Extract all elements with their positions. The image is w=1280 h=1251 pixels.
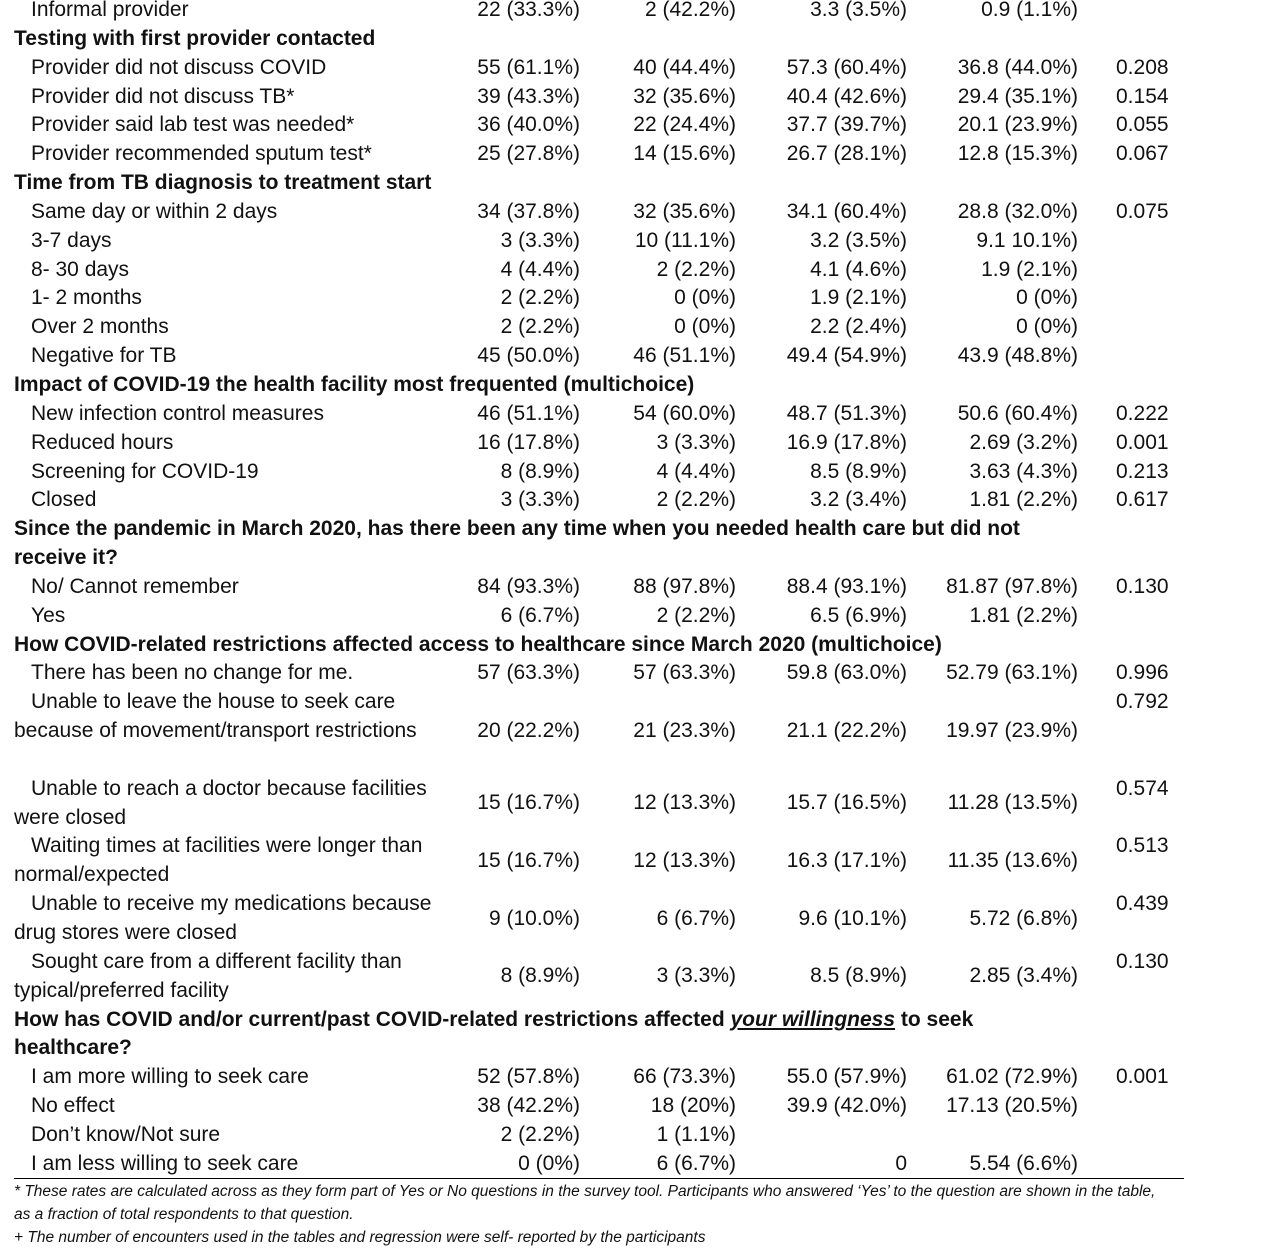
row-label: Provider did not discuss TB* <box>31 84 295 108</box>
cell: 18 (20%) <box>650 1094 736 1118</box>
table-row <box>0 83 1280 112</box>
section-heading <box>0 25 1280 54</box>
cell: 37.7 (39.7%) <box>786 113 907 137</box>
cell: 2.85 (3.4%) <box>969 964 1078 988</box>
table-row <box>0 1121 1280 1150</box>
table-row <box>0 573 1280 602</box>
section-heading <box>0 1006 1280 1064</box>
section-heading-label <box>14 1006 1024 1064</box>
cell: 2 (2.2%) <box>500 1122 580 1146</box>
cell: 29.4 (35.1%) <box>957 84 1078 108</box>
cell: 46 (51.1%) <box>633 344 736 368</box>
section-heading <box>0 515 1280 573</box>
section-heading-label: Testing with first provider contacted <box>14 26 376 50</box>
cell: 9.1 10.1%) <box>976 228 1078 252</box>
cell: 6 (6.7%) <box>656 1151 736 1175</box>
section-heading <box>0 169 1280 198</box>
cell: 2.2 (2.4%) <box>810 315 907 339</box>
cell: 59.8 (63.0%) <box>786 661 907 685</box>
cell: 3.63 (4.3%) <box>969 459 1078 483</box>
cell: 16 (17.8%) <box>477 430 580 454</box>
cell: 1.9 (2.1%) <box>981 257 1078 281</box>
table-row <box>0 0 1280 25</box>
cell: 32 (35.6%) <box>633 84 736 108</box>
cell: 21 (23.3%) <box>633 719 736 743</box>
row-label: Provider did not discuss COVID <box>31 55 327 79</box>
cell: 34 (37.8%) <box>477 199 580 223</box>
cell: 26.7 (28.1%) <box>786 142 907 166</box>
footnote: * These rates are calculated across as they form part of Yes or No questions in the survey tool. Participants who answered ‘Yes’ to the question are shown in the table, as a fraction of total respondents to that question. <box>14 1183 1156 1223</box>
table-row <box>0 198 1280 227</box>
cell: 54 (60.0%) <box>633 401 736 425</box>
p-value: 0.208 <box>1116 55 1169 79</box>
heading-emphasis: your willingness <box>730 1007 896 1031</box>
heading-part: How has COVID and/or current/past COVID-related restrictions affected <box>14 1007 731 1031</box>
row-label: Unable to receive my medications because drug stores were closed <box>14 892 432 945</box>
cell: 55.0 (57.9%) <box>786 1065 907 1089</box>
section-heading <box>0 631 1280 660</box>
table-row <box>0 832 1280 890</box>
cell: 36.8 (44.0%) <box>957 55 1078 79</box>
cell: 66 (73.3%) <box>633 1065 736 1089</box>
table-row <box>0 284 1280 313</box>
cell: 34.1 (60.4%) <box>786 199 907 223</box>
cell: 57.3 (60.4%) <box>786 55 907 79</box>
cell: 16.3 (17.1%) <box>786 848 907 872</box>
cell: 1.81 (2.2%) <box>969 603 1078 627</box>
row-label: 8- 30 days <box>31 257 130 281</box>
cell: 2 (2.2%) <box>656 257 736 281</box>
cell: 10 (11.1%) <box>634 228 736 252</box>
cell: 57 (63.3%) <box>633 661 736 685</box>
cell: 38 (42.2%) <box>477 1094 580 1118</box>
cell: 2 (2.2%) <box>656 488 736 512</box>
cell: 2.69 (3.2%) <box>969 430 1078 454</box>
row-label: Don’t know/Not sure <box>31 1122 221 1146</box>
cell: 5.54 (6.6%) <box>969 1151 1078 1175</box>
cell: 81.87 (97.8%) <box>946 574 1078 598</box>
row-label: 3-7 days <box>31 228 112 252</box>
cell: 40.4 (42.6%) <box>786 84 907 108</box>
cell: 8 (8.9%) <box>500 964 580 988</box>
p-value: 0.055 <box>1116 113 1169 137</box>
cell: 50.6 (60.4%) <box>957 401 1078 425</box>
table-row <box>0 1092 1280 1121</box>
cell: 0 <box>895 1151 907 1175</box>
row-label: I am less willing to seek care <box>31 1151 299 1175</box>
cell: 12 (13.3%) <box>633 848 736 872</box>
cell: 9 (10.0%) <box>488 906 580 930</box>
cell: 12 (13.3%) <box>633 791 736 815</box>
row-label: Informal provider <box>31 0 189 21</box>
cell: 3.2 (3.4%) <box>810 488 907 512</box>
cell: 61.02 (72.9%) <box>946 1065 1078 1089</box>
cell: 52 (57.8%) <box>477 1065 580 1089</box>
p-value: 0.513 <box>1116 834 1169 858</box>
cell: 2 (2.2%) <box>500 315 580 339</box>
cell: 48.7 (51.3%) <box>786 401 907 425</box>
row-label: Provider recommended sputum test* <box>31 142 372 166</box>
cell: 17.13 (20.5%) <box>946 1094 1078 1118</box>
cell: 1.9 (2.1%) <box>810 286 907 310</box>
footnote: + The number of encounters used in the tables and regression were self- reported by the participants <box>14 1229 706 1246</box>
p-value: 0.001 <box>1116 1065 1169 1089</box>
row-label: Same day or within 2 days <box>31 199 278 223</box>
cell: 40 (44.4%) <box>633 55 736 79</box>
row-label: There has been no change for me. <box>31 661 354 685</box>
table-row <box>0 458 1280 487</box>
cell: 6 (6.7%) <box>500 603 580 627</box>
row-label: Provider said lab test was needed* <box>31 113 355 137</box>
cell: 2 (42.2%) <box>644 0 736 21</box>
cell: 20.1 (23.9%) <box>957 113 1078 137</box>
section-heading-label: How COVID-related restrictions affected access to healthcare since March 2020 (multichoice) <box>14 632 942 656</box>
cell: 3 (3.3%) <box>656 964 736 988</box>
section-heading-label: Impact of COVID-19 the health facility most frequented (multichoice) <box>14 372 695 396</box>
row-label: Unable to reach a doctor because facilities were closed <box>14 776 427 829</box>
cell: 55 (61.1%) <box>477 55 580 79</box>
cell: 88.4 (93.1%) <box>786 574 907 598</box>
cell: 22 (24.4%) <box>633 113 736 137</box>
p-value: 0.067 <box>1116 142 1169 166</box>
cell: 8 (8.9%) <box>500 459 580 483</box>
row-label: Waiting times at facilities were longer than normal/expected <box>14 834 423 887</box>
p-value: 0.130 <box>1116 949 1169 973</box>
cell: 0 (0%) <box>1016 286 1078 310</box>
cell: 2 (2.2%) <box>500 286 580 310</box>
cell: 57 (63.3%) <box>477 661 580 685</box>
table-row <box>0 602 1280 631</box>
cell: 52.79 (63.1%) <box>946 661 1078 685</box>
cell: 20 (22.2%) <box>477 719 580 743</box>
cell: 3.3 (3.5%) <box>810 0 907 21</box>
row-label: No effect <box>31 1094 115 1118</box>
row-label: Sought care from a different facility than typical/preferred facility <box>14 949 402 1002</box>
cell: 4 (4.4%) <box>500 257 580 281</box>
table-row <box>0 140 1280 169</box>
p-value: 0.154 <box>1116 84 1169 108</box>
cell: 14 (15.6%) <box>633 142 736 166</box>
cell: 12.8 (15.3%) <box>957 142 1078 166</box>
cell: 15.7 (16.5%) <box>786 791 907 815</box>
cell: 0 (0%) <box>674 315 736 339</box>
table-row <box>0 342 1280 371</box>
cell: 8.5 (8.9%) <box>810 459 907 483</box>
cell: 46 (51.1%) <box>477 401 580 425</box>
cell: 6.5 (6.9%) <box>810 603 907 627</box>
table-row <box>0 659 1280 688</box>
table-row <box>0 429 1280 458</box>
cell: 39 (43.3%) <box>477 84 580 108</box>
p-value: 0.439 <box>1116 892 1169 916</box>
cell: 39.9 (42.0%) <box>786 1094 907 1118</box>
table-row <box>0 486 1280 515</box>
table-row <box>0 54 1280 83</box>
cell: 16.9 (17.8%) <box>786 430 907 454</box>
table-row <box>0 1063 1280 1092</box>
cell: 5.72 (6.8%) <box>969 906 1078 930</box>
section-heading <box>0 371 1280 400</box>
row-label: Reduced hours <box>31 430 174 454</box>
cell: 36 (40.0%) <box>477 113 580 137</box>
cell: 11.35 (13.6%) <box>947 848 1078 872</box>
p-value: 0.001 <box>1116 430 1169 454</box>
cell: 1 (1.1%) <box>656 1122 736 1146</box>
p-value: 0.617 <box>1116 488 1169 512</box>
cell: 25 (27.8%) <box>477 142 580 166</box>
cell: 9.6 (10.1%) <box>798 906 907 930</box>
cell: 2 (2.2%) <box>656 603 736 627</box>
table-row <box>0 313 1280 342</box>
cell: 32 (35.6%) <box>633 199 736 223</box>
p-value: 0.075 <box>1116 199 1169 223</box>
cell: 15 (16.7%) <box>477 791 580 815</box>
p-value: 0.574 <box>1116 776 1169 800</box>
cell: 45 (50.0%) <box>477 344 580 368</box>
p-value: 0.222 <box>1116 401 1169 425</box>
cell: 4.1 (4.6%) <box>810 257 907 281</box>
cell: 3 (3.3%) <box>656 430 736 454</box>
cell: 19.97 (23.9%) <box>946 719 1078 743</box>
cell: 22 (33.3%) <box>477 0 580 21</box>
table-row <box>0 688 1280 775</box>
cell: 43.9 (48.8%) <box>957 344 1078 368</box>
row-label: New infection control measures <box>31 401 324 425</box>
cell: 0 (0%) <box>1016 315 1078 339</box>
cell: 88 (97.8%) <box>633 574 736 598</box>
row-label: Closed <box>31 488 97 512</box>
table-row <box>0 775 1280 833</box>
row-label: I am more willing to seek care <box>31 1065 309 1089</box>
cell: 0.9 (1.1%) <box>981 0 1078 21</box>
cell: 3 (3.3%) <box>500 228 580 252</box>
row-label: Unable to leave the house to seek care because of movement/transport restrictions <box>14 690 417 743</box>
row-label: Over 2 months <box>31 315 169 339</box>
cell: 0 (0%) <box>518 1151 580 1175</box>
cell: 6 (6.7%) <box>656 906 736 930</box>
cell: 8.5 (8.9%) <box>810 964 907 988</box>
row-label: 1- 2 months <box>31 286 142 310</box>
row-label: Yes <box>31 603 66 627</box>
p-value: 0.792 <box>1116 690 1169 714</box>
cell: 3 (3.3%) <box>500 488 580 512</box>
table-row <box>0 948 1280 1006</box>
p-value: 0.996 <box>1116 661 1169 685</box>
cell: 4 (4.4%) <box>656 459 736 483</box>
heading-part: to seek healthcare? <box>14 1007 974 1060</box>
cell: 15 (16.7%) <box>477 848 580 872</box>
table-row <box>0 227 1280 256</box>
cell: 84 (93.3%) <box>477 574 580 598</box>
cell: 11.28 (13.5%) <box>947 791 1078 815</box>
p-value: 0.213 <box>1116 459 1169 483</box>
p-value: 0.130 <box>1116 574 1169 598</box>
table-row <box>0 890 1280 948</box>
cell: 3.2 (3.5%) <box>810 228 907 252</box>
section-heading-label: Time from TB diagnosis to treatment start <box>14 171 432 195</box>
row-label: Negative for TB <box>31 344 177 368</box>
row-label: No/ Cannot remember <box>31 574 239 598</box>
table-row <box>0 1150 1280 1179</box>
cell: 49.4 (54.9%) <box>786 344 907 368</box>
table-bottom-rule <box>14 1178 1184 1179</box>
table-row <box>0 400 1280 429</box>
section-heading-label: Since the pandemic in March 2020, has there been any time when you needed health care but did not receive it? <box>14 517 1020 570</box>
row-label: Screening for COVID-19 <box>31 459 259 483</box>
cell: 1.81 (2.2%) <box>969 488 1078 512</box>
cell: 21.1 (22.2%) <box>786 719 907 743</box>
cell: 28.8 (32.0%) <box>957 199 1078 223</box>
table-row <box>0 256 1280 285</box>
cell: 0 (0%) <box>674 286 736 310</box>
table-row <box>0 111 1280 140</box>
